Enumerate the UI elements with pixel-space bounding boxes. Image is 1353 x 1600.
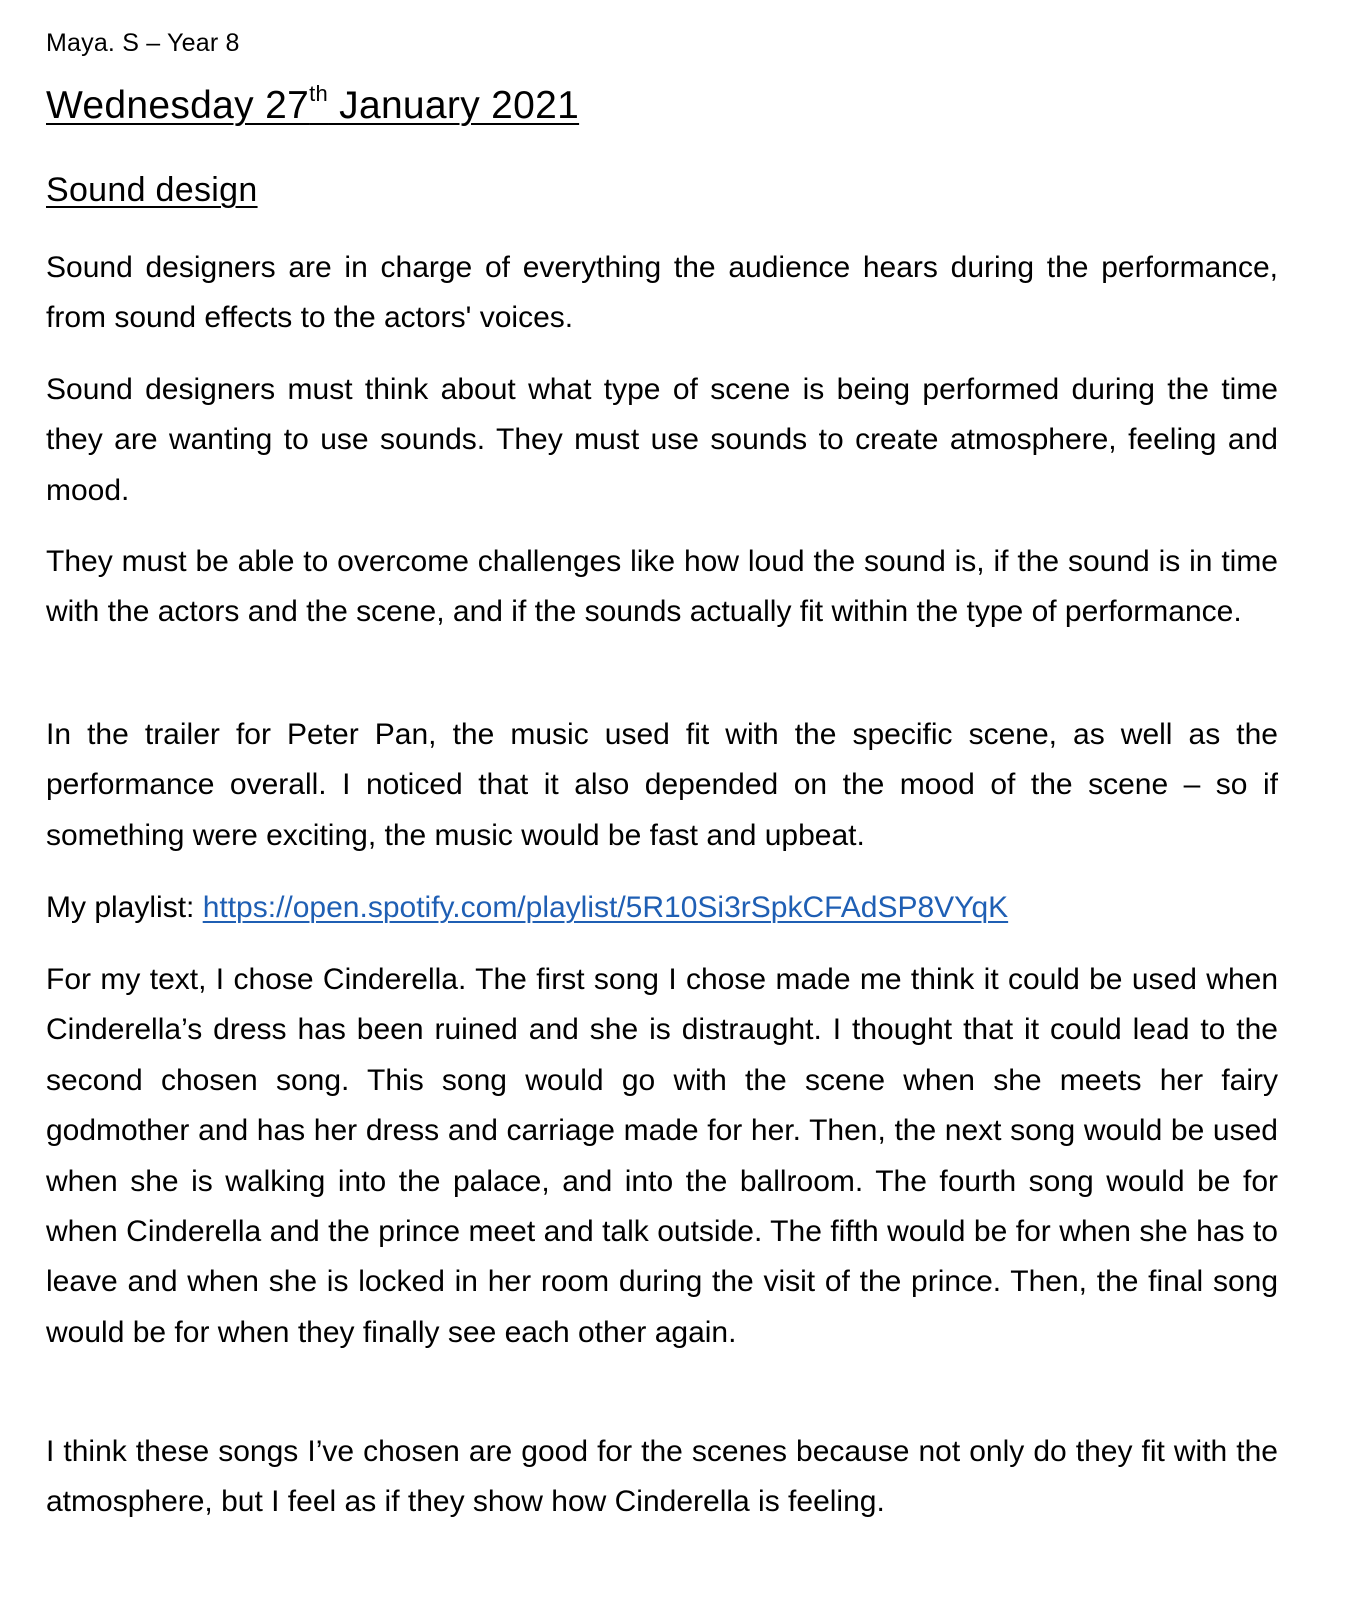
paragraph-challenges: They must be able to overcome challenges like how loud the sound is, if the sound is in time with the actors and the scene, and if the sounds actually fit within the type of performance. [46,545,1278,629]
paragraph-cinderella-songs: For my text, I chose Cinderella. The first song I chose made me think it could be used when Cinderella’s dress has been ruined and she is distraught. I thought that it could lead to the second chosen song. This song would go with the scene when she meets her fairy godmother and has her dress and carriage made for her. Then, the next song would be used when she is walking into the palace, and into the ballroom. The fourth song would be for when Cinderella and the prince meet and talk outside. The fifth would be for when she has to leave and when she is locked in her room during the visit of the prince. Then, the final song would be for when they finally see each other again. [46,963,1278,1349]
date-prefix: Wednesday 27 [46,84,310,127]
page-title-date [46,80,579,137]
paragraph-scene-type: Sound designers must think about what type of scene is being performed during the time they are wanting to use sounds. They must use sounds to create atmosphere, feeling and mood. [46,373,1278,507]
playlist-link[interactable]: https://open.spotify.com/playlist/5R10Si3rSpkCFAdSP8VYqK [202,891,1009,924]
section-title: Sound design [46,171,258,209]
playlist-label: My playlist: [46,891,203,924]
paragraph-conclusion: I think these songs I’ve chosen are good for the scenes because not only do they fit with the atmosphere, but I feel as if they show how Cinderella is feeling. [46,1435,1278,1519]
date-suffix: January 2021 [328,84,580,127]
paragraph-peter-pan: In the trailer for Peter Pan, the music used fit with the specific scene, as well as the performance overall. I noticed that it also depended on the mood of the scene – so if something were exciting, the music would be fast and upbeat. [46,718,1278,852]
date-ordinal: th [309,81,329,106]
playlist-line [46,883,1278,933]
author-line: Maya. S – Year 8 [46,29,240,57]
paragraph-sound-designers-role: Sound designers are in charge of everything the audience hears during the performance, from sound effects to the actors' voices. [46,251,1278,335]
